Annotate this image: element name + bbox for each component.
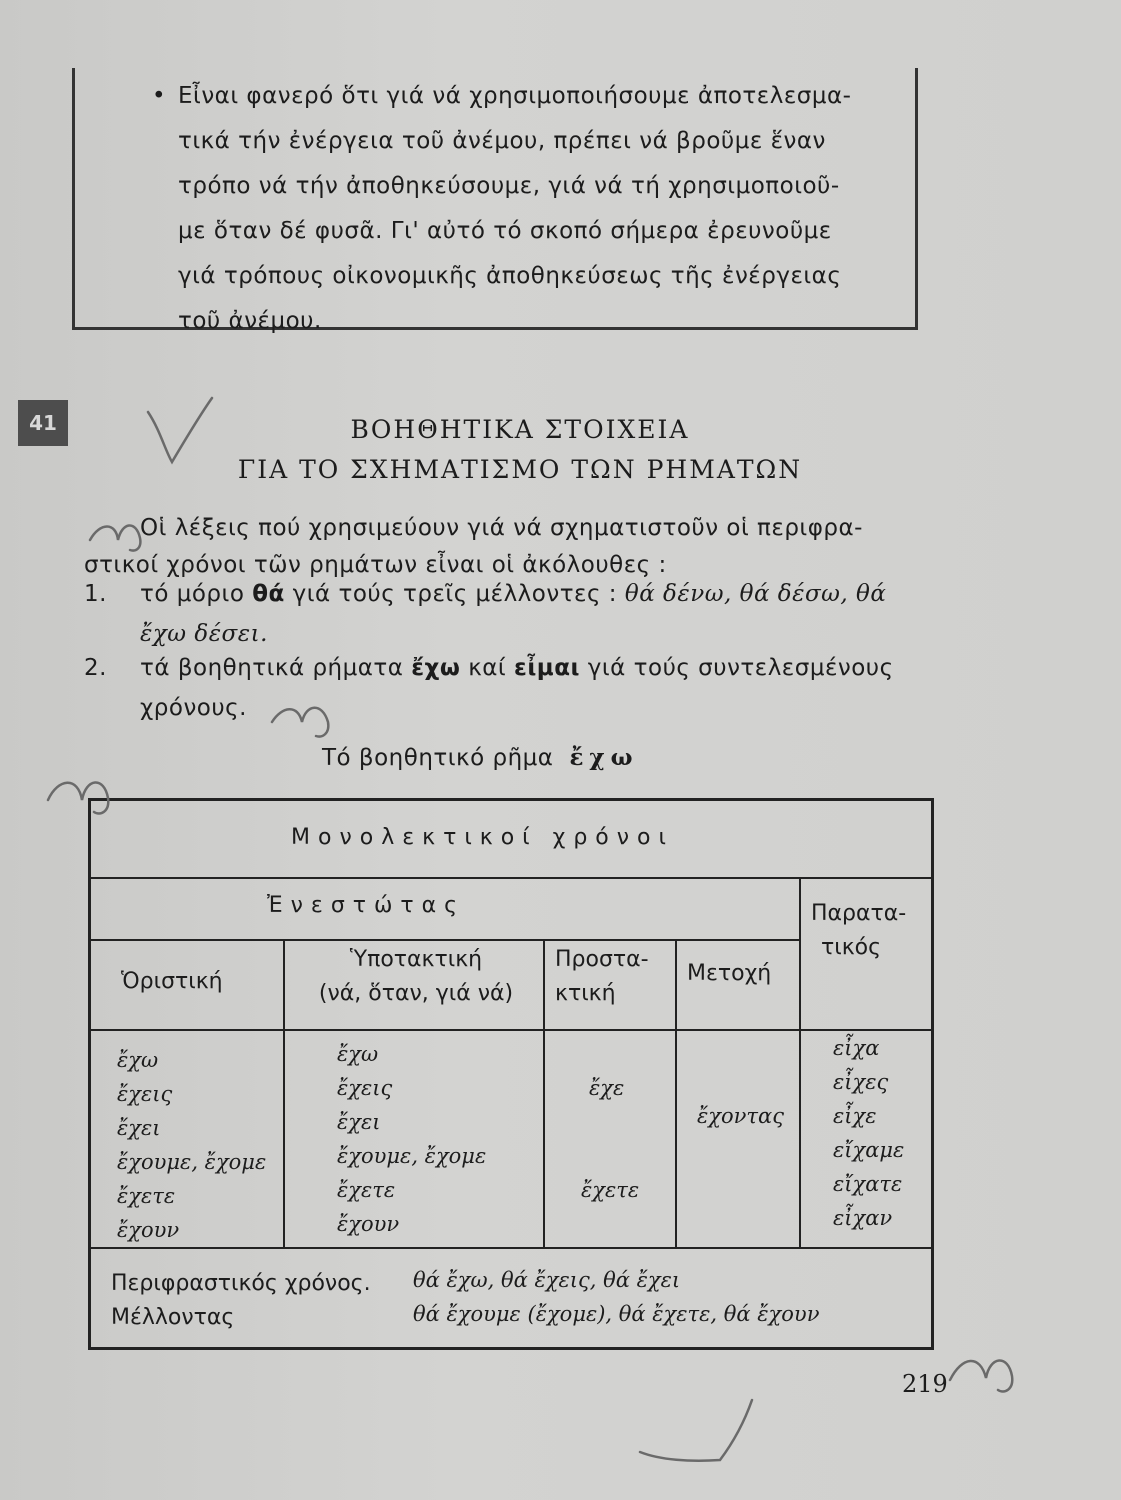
indicative-header: Ὁριστική xyxy=(121,969,223,994)
verb-form: εἴχατε xyxy=(833,1172,903,1196)
intro-paragraph xyxy=(84,510,934,584)
future-forms xyxy=(413,1263,819,1331)
imperfect-header-l1: Παρατα- xyxy=(811,901,907,926)
table-caption xyxy=(322,744,638,771)
periphrastic-label xyxy=(111,1267,371,1335)
note-line: τρόπο νά τήν ἀποθηκεύσουμε, γιά νά τή χρησιμοποιοῦ- xyxy=(178,173,840,199)
verb-form: εἶχες xyxy=(833,1070,889,1094)
imperfect-header xyxy=(811,897,906,965)
list-text: τό μόριο xyxy=(140,581,253,607)
imperative-header-l1: Προστα- xyxy=(555,947,649,972)
indicative-forms xyxy=(117,1043,266,1247)
imperfect-forms xyxy=(833,1031,904,1235)
verb-form: ἔχουμε, ἔχομε xyxy=(337,1144,487,1168)
imperative-header-l2: κτική xyxy=(555,981,616,1006)
page-number: 219 xyxy=(902,1370,948,1398)
imperative-form: ἔχε xyxy=(589,1076,625,1100)
participle-form: ἔχοντας xyxy=(697,1104,784,1128)
imperative-form: ἔχετε xyxy=(581,1178,640,1202)
list-number: 2. xyxy=(84,655,107,681)
list-text: χρόνους. xyxy=(140,695,247,721)
participle-header: Μετοχή xyxy=(687,961,772,986)
verb-form: ἔχετε xyxy=(337,1178,396,1202)
list-bold: θά xyxy=(252,581,285,607)
verb-form: ἔχεις xyxy=(337,1076,393,1100)
verb-form: ἔχει xyxy=(117,1116,161,1140)
imperative-header xyxy=(555,943,649,1011)
note-line: τικά τήν ἐνέργεια τοῦ ἀνέμου, πρέπει νά βροῦμε ἕναν xyxy=(178,128,826,154)
list-italic: θά δένω, θά δέσω, θά xyxy=(624,581,887,607)
verb-form: εἴχαμε xyxy=(833,1138,905,1162)
verb-form: εἶχαν xyxy=(833,1206,893,1230)
verb-form: ἔχουν xyxy=(117,1218,180,1242)
verb-form: ἔχει xyxy=(337,1110,381,1134)
caption-word: ἔχω xyxy=(569,744,639,771)
note-text xyxy=(178,74,878,344)
verb-form: ἔχω xyxy=(337,1042,379,1066)
future-line2: θά ἔχουμε (ἔχομε), θά ἔχετε, θά ἔχουν xyxy=(413,1302,820,1326)
list-text: γιά τούς συντελεσμένους xyxy=(579,655,894,681)
subjunctive-header-l1: Ὑποτακτική xyxy=(349,947,483,972)
verb-form: ἔχω xyxy=(117,1048,159,1072)
subjunctive-header xyxy=(291,943,541,1011)
intro-line2: στικοί χρόνοι τῶν ρημάτων εἶναι οἱ ἀκόλουθες : xyxy=(84,552,667,578)
note-line: τοῦ ἀνέμου. xyxy=(178,308,322,334)
periphrastic-label-l2: Μέλλοντας xyxy=(111,1305,235,1330)
verb-form: ἔχετε xyxy=(117,1184,176,1208)
periphrastic-label-l1: Περιφραστικός χρόνος. xyxy=(111,1271,371,1296)
note-bullet: • xyxy=(152,83,166,109)
verb-form: ἔχουν xyxy=(337,1212,400,1236)
verb-form: ἔχεις xyxy=(117,1082,173,1106)
verb-form: εἶχε xyxy=(833,1104,877,1128)
list-text: τά βοηθητικά ρήματα xyxy=(140,655,412,681)
list-number: 1. xyxy=(84,581,107,607)
list-italic: ἔχω δέσει. xyxy=(140,621,268,647)
imperfect-header-l2: τικός xyxy=(821,935,882,960)
conjugation-table xyxy=(88,798,934,1350)
note-line: Εἶναι φανερό ὅτι γιά νά χρησιμοποιήσουμε ἀποτελεσμα- xyxy=(178,83,852,109)
list-text: γιά τούς τρεῖς μέλλοντες : xyxy=(284,581,625,607)
present-tense-header: Ἐνεστώτας xyxy=(267,893,466,918)
section-heading-line2: ΓΙΑ ΤΟ ΣΧΗΜΑΤΙΣΜΟ ΤΩΝ ΡΗΜΑΤΩΝ xyxy=(237,455,803,484)
list-text: καί xyxy=(460,655,515,681)
note-line: γιά τρόπους οἰκονομικῆς ἀποθηκεύσεως τῆς ἐνέργειας xyxy=(178,263,842,289)
future-line1: θά ἔχω, θά ἔχεις, θά ἔχει xyxy=(413,1268,681,1292)
intro-line1: Οἱ λέξεις πού χρησιμεύουν γιά νά σχηματιστοῦν οἱ περιφρα- xyxy=(140,515,863,541)
verb-form: εἶχα xyxy=(833,1036,880,1060)
subjunctive-header-l2: (νά, ὅταν, γιά νά) xyxy=(318,981,514,1006)
subjunctive-forms xyxy=(337,1037,486,1241)
section-heading-line1: ΒΟΗΘΗΤΙΚΑ ΣΤΟΙΧΕΙΑ xyxy=(350,415,690,444)
verb-form: ἔχουμε, ἔχομε xyxy=(117,1150,267,1174)
list-bold: ἔχω xyxy=(411,655,461,681)
note-line: με ὅταν δέ φυσᾶ. Γι' αὐτό τό σκοπό σήμερα ἐρευνοῦμε xyxy=(178,218,832,244)
caption-text: Τό βοηθητικό ρῆμα xyxy=(322,745,554,771)
table-title: Μονολεκτικοί χρόνοι xyxy=(291,825,674,850)
list-bold: εἶμαι xyxy=(514,655,580,681)
page-badge: 41 xyxy=(18,400,68,446)
